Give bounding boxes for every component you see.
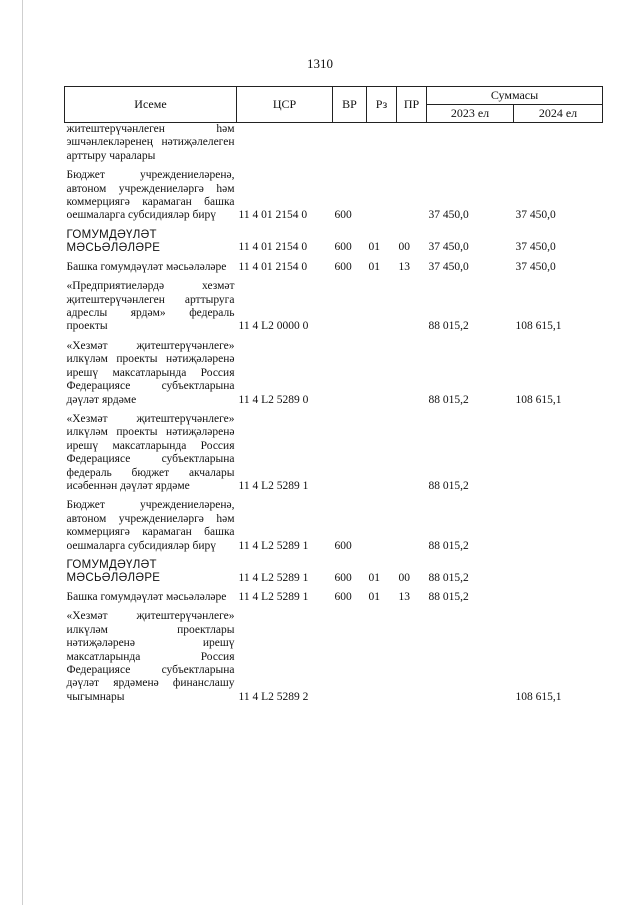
row-vr-cell — [333, 123, 367, 170]
row-rz-cell — [367, 413, 397, 499]
row-csr-cell: 11 4 L2 5289 2 — [238, 690, 309, 703]
row-csr-cell: 11 4 L2 0000 0 — [238, 320, 309, 333]
page-number: 1310 — [307, 56, 333, 71]
row-sum-2024-cell — [514, 591, 603, 610]
table-row — [65, 169, 603, 229]
row-sum-2023-cell: 88 015,2 — [428, 479, 469, 492]
row-csr-cell: 11 4 L2 5289 1 — [238, 479, 309, 492]
row-pr-cell — [397, 610, 427, 710]
row-name-cell: «Предприятиеләрдә хезмәт җитештерүчәнлеген арттыруга адреслы ярдәм» федераль проекты — [66, 280, 235, 333]
row-rz-cell — [367, 169, 397, 229]
row-vr-cell: 600 — [334, 209, 352, 222]
row-csr-cell: 11 4 L2 5289 1 — [238, 571, 309, 584]
row-vr-cell: 600 — [334, 590, 352, 603]
header-vr: ВР — [333, 87, 367, 123]
row-csr-cell: 11 4 01 2154 0 — [238, 241, 308, 254]
row-csr-cell: 11 4 01 2154 0 — [238, 209, 308, 222]
table-row — [65, 610, 603, 710]
row-sum-2023-cell: 37 450,0 — [428, 209, 469, 222]
row-csr-cell: 11 4 L2 5289 1 — [238, 590, 309, 603]
row-pr-cell — [397, 413, 427, 499]
row-sum-2023-cell: 88 015,2 — [428, 571, 469, 584]
row-rz-cell — [367, 340, 397, 413]
table-row — [65, 340, 603, 413]
header-rz: Рз — [367, 87, 397, 123]
table-row — [65, 559, 603, 591]
row-name-cell: «Хезмәт җитештерүчәнлеге» илкүләм проекты нәтиҗәләренә ирешү максатларында Россия Федерациясе субъектларына дәүләт ярдәме — [66, 339, 235, 406]
row-vr-cell: 600 — [334, 260, 352, 273]
row-sum-2023-cell: 88 015,2 — [428, 590, 469, 603]
table-header — [65, 87, 603, 123]
row-sum-2024-cell — [514, 413, 603, 499]
row-vr-cell: 600 — [334, 241, 352, 254]
table-row — [65, 123, 603, 170]
row-rz-cell: 01 — [368, 260, 380, 273]
row-rz-cell: 01 — [368, 590, 380, 603]
budget-table — [64, 86, 603, 710]
row-pr-cell: 00 — [398, 571, 410, 584]
header-year-2023: 2023 ел — [427, 105, 514, 123]
header-sums: Суммасы — [427, 87, 603, 105]
row-sum-2023-cell: 88 015,2 — [428, 393, 469, 406]
table-row — [65, 591, 603, 610]
table-body — [65, 123, 603, 711]
row-pr-cell — [397, 340, 427, 413]
row-vr-cell — [333, 413, 367, 499]
row-rz-cell: 01 — [368, 571, 380, 584]
row-csr-cell: 11 4 L2 5289 1 — [238, 539, 309, 552]
row-sum-2024-cell: 108 615,1 — [515, 690, 562, 703]
row-pr-cell: 13 — [398, 590, 410, 603]
row-rz-cell: 01 — [368, 241, 380, 254]
table-row — [65, 280, 603, 340]
row-name-cell: Бюджет учреждениеләренә, автоном учреждениеләргә һәм коммерциягә карамаган башка оешмаларга субсидияләр бирү — [66, 169, 235, 222]
row-name-cell: ГОМУМДӘҮЛӘТ МӘСЬӘЛӘЛӘРЕ — [66, 228, 161, 254]
row-name-cell: Башка гомумдәүләт мәсьәләләре — [66, 590, 227, 603]
row-pr-cell — [397, 169, 427, 229]
row-sum-2024-cell — [514, 123, 603, 170]
row-vr-cell — [333, 340, 367, 413]
row-vr-cell: 600 — [334, 571, 352, 584]
row-sum-2024-cell: 37 450,0 — [515, 241, 556, 254]
row-sum-2024-cell — [514, 559, 603, 591]
row-vr-cell — [333, 280, 367, 340]
row-name-cell: «Хезмәт җитештерүчәнлеге» илкүләм проекты нәтиҗәләренә ирешү максатларында Россия Федерациясе субъектларына федераль бюджет акчалары исәбеннән дәүләт ярдәме — [66, 412, 235, 492]
row-pr-cell: 00 — [398, 241, 410, 254]
row-sum-2023-cell — [427, 610, 514, 710]
row-rz-cell — [367, 610, 397, 710]
row-sum-2024-cell: 37 450,0 — [515, 260, 556, 273]
table-row — [65, 261, 603, 280]
row-sum-2024-cell: 37 450,0 — [515, 209, 556, 222]
table-row — [65, 499, 603, 559]
table-row — [65, 229, 603, 261]
header-name: Исеме — [65, 87, 237, 123]
row-csr-cell: 11 4 L2 5289 0 — [238, 393, 309, 406]
row-csr-cell — [237, 123, 333, 170]
header-pr: ПР — [397, 87, 427, 123]
row-vr-cell — [333, 610, 367, 710]
header-year-2024: 2024 ел — [514, 105, 603, 123]
row-vr-cell: 600 — [334, 539, 352, 552]
row-csr-cell: 11 4 01 2154 0 — [238, 260, 308, 273]
row-sum-2024-cell — [514, 499, 603, 559]
row-name-cell: «Хезмәт җитештерүчәнлеге» илкүләм проектлары нәтиҗәләренә ирешү максатларында Россия Федерациясе субъектларына дәүләт ярдәменә финанслашу чыгымнары — [66, 610, 235, 703]
row-pr-cell — [397, 499, 427, 559]
row-pr-cell — [397, 280, 427, 340]
row-name-cell: Бюджет учреждениеләренә, автоном учреждениеләргә һәм коммерциягә карамаган башка оешмаларга субсидияләр бирү — [66, 499, 235, 552]
row-name-cell: Башка гомумдәүләт мәсьәләләре — [66, 260, 227, 273]
row-sum-2024-cell: 108 615,1 — [515, 320, 562, 333]
row-name-cell: ГОМУМДӘҮЛӘТ МӘСЬӘЛӘЛӘРЕ — [66, 558, 161, 584]
row-rz-cell — [367, 499, 397, 559]
row-sum-2023-cell: 88 015,2 — [428, 539, 469, 552]
row-sum-2023-cell: 37 450,0 — [428, 260, 469, 273]
scan-edge-line — [22, 0, 23, 905]
table-row — [65, 413, 603, 499]
header-csr: ЦСР — [237, 87, 333, 123]
row-pr-cell — [397, 123, 427, 170]
row-rz-cell — [367, 280, 397, 340]
row-name-cell: житештерүчәнлеген һәм эшчәнлекләренең нәтиҗәлелеген арттыру чаралары — [66, 123, 235, 162]
row-sum-2023-cell: 37 450,0 — [428, 241, 469, 254]
row-sum-2023-cell: 88 015,2 — [428, 320, 469, 333]
row-pr-cell: 13 — [398, 260, 410, 273]
row-sum-2024-cell: 108 615,1 — [515, 393, 562, 406]
row-rz-cell — [367, 123, 397, 170]
row-sum-2023-cell — [427, 123, 514, 170]
